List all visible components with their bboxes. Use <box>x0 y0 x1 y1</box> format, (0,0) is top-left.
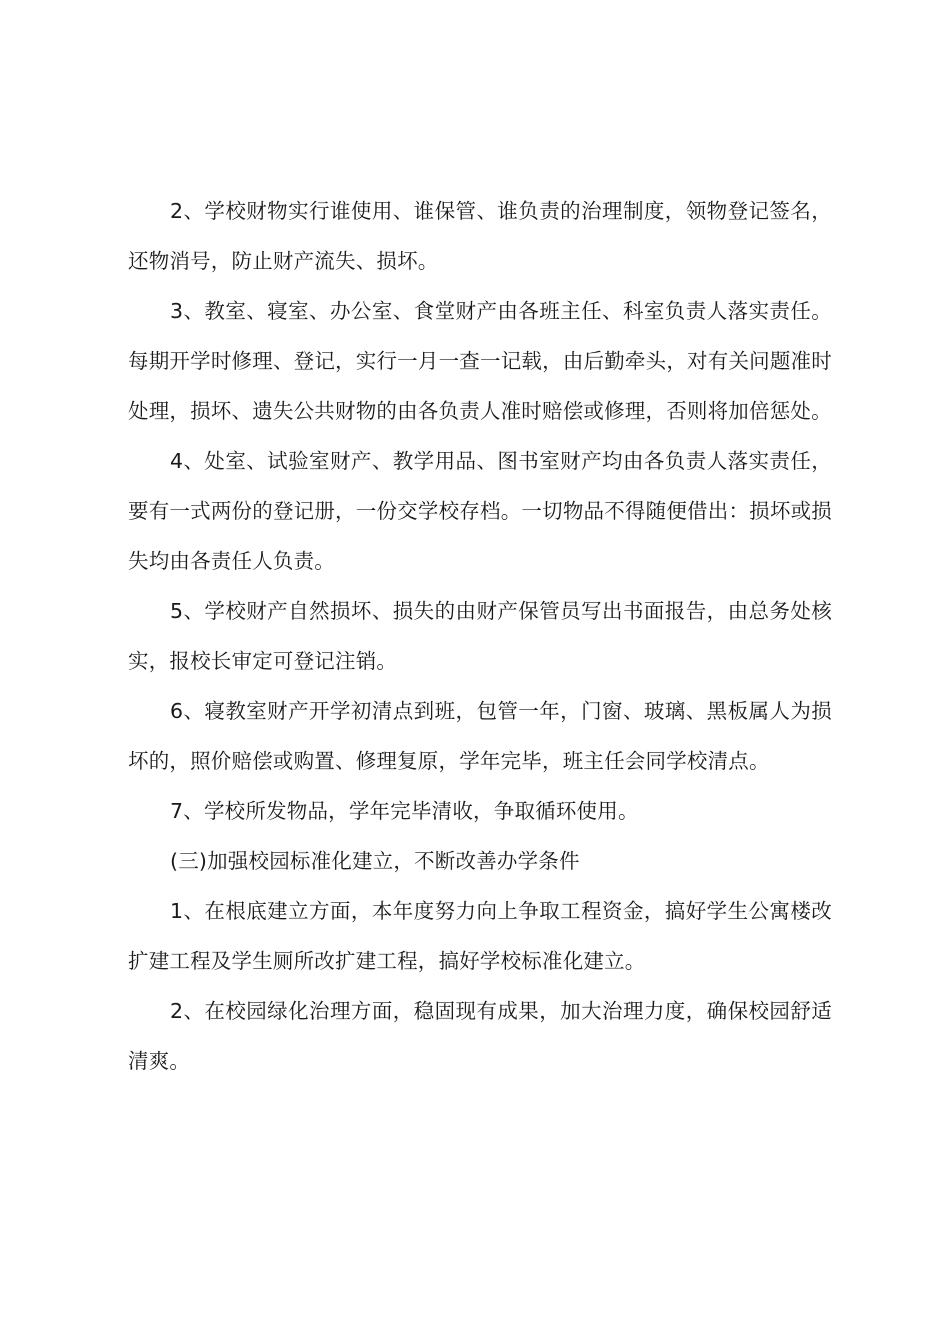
paragraph-lab-library-property: 4、处室、试验室财产、教学用品、图书室财产均由各负责人落实责任，要有一式两份的登记册，一份交学校存档。一切物品不得随便借出：损坏或损失均由各责任人负责。 <box>128 449 832 573</box>
paragraph-dormitory-inventory: 6、寝教室财产开学初清点到班，包管一年，门窗、玻璃、黑板属人为损坏的，照价赔偿或购置、修理复原，学年完毕，班主任会同学校清点。 <box>128 699 832 773</box>
paragraph-item-recycling: 7、学校所发物品，学年完毕清收，争取循环使用。 <box>170 799 639 823</box>
paragraph-infrastructure-construction: 1、在根底建立方面，本年度努力向上争取工程资金，搞好学生公寓楼改扩建工程及学生厕所改扩建工程，搞好学校标准化建立。 <box>128 899 832 973</box>
paragraph-campus-greening: 2、在校园绿化治理方面，稳固现有成果，加大治理力度，确保校园舒适清爽。 <box>128 999 832 1073</box>
paragraph-classroom-property-responsibility: 3、教室、寝室、办公室、食堂财产由各班主任、科室负责人落实责任。每期开学时修理、登记，实行一月一查一记载，由后勤牵头，对有关问题准时处理，损坏、遗失公共财物的由各负责人准时赔偿或修理，否则将加倍惩处。 <box>128 299 832 423</box>
document-body <box>128 186 832 1086</box>
section-heading-campus-standardization: (三)加强校园标准化建立，不断改善办学条件 <box>170 849 580 873</box>
paragraph-damage-report: 5、学校财产自然损坏、损失的由财产保管员写出书面报告，由总务处核实，报校长审定可登记注销。 <box>128 599 832 673</box>
paragraph-property-management-system: 2、学校财物实行谁使用、谁保管、谁负责的治理制度，领物登记签名，还物消号，防止财产流失、损坏。 <box>128 199 832 273</box>
